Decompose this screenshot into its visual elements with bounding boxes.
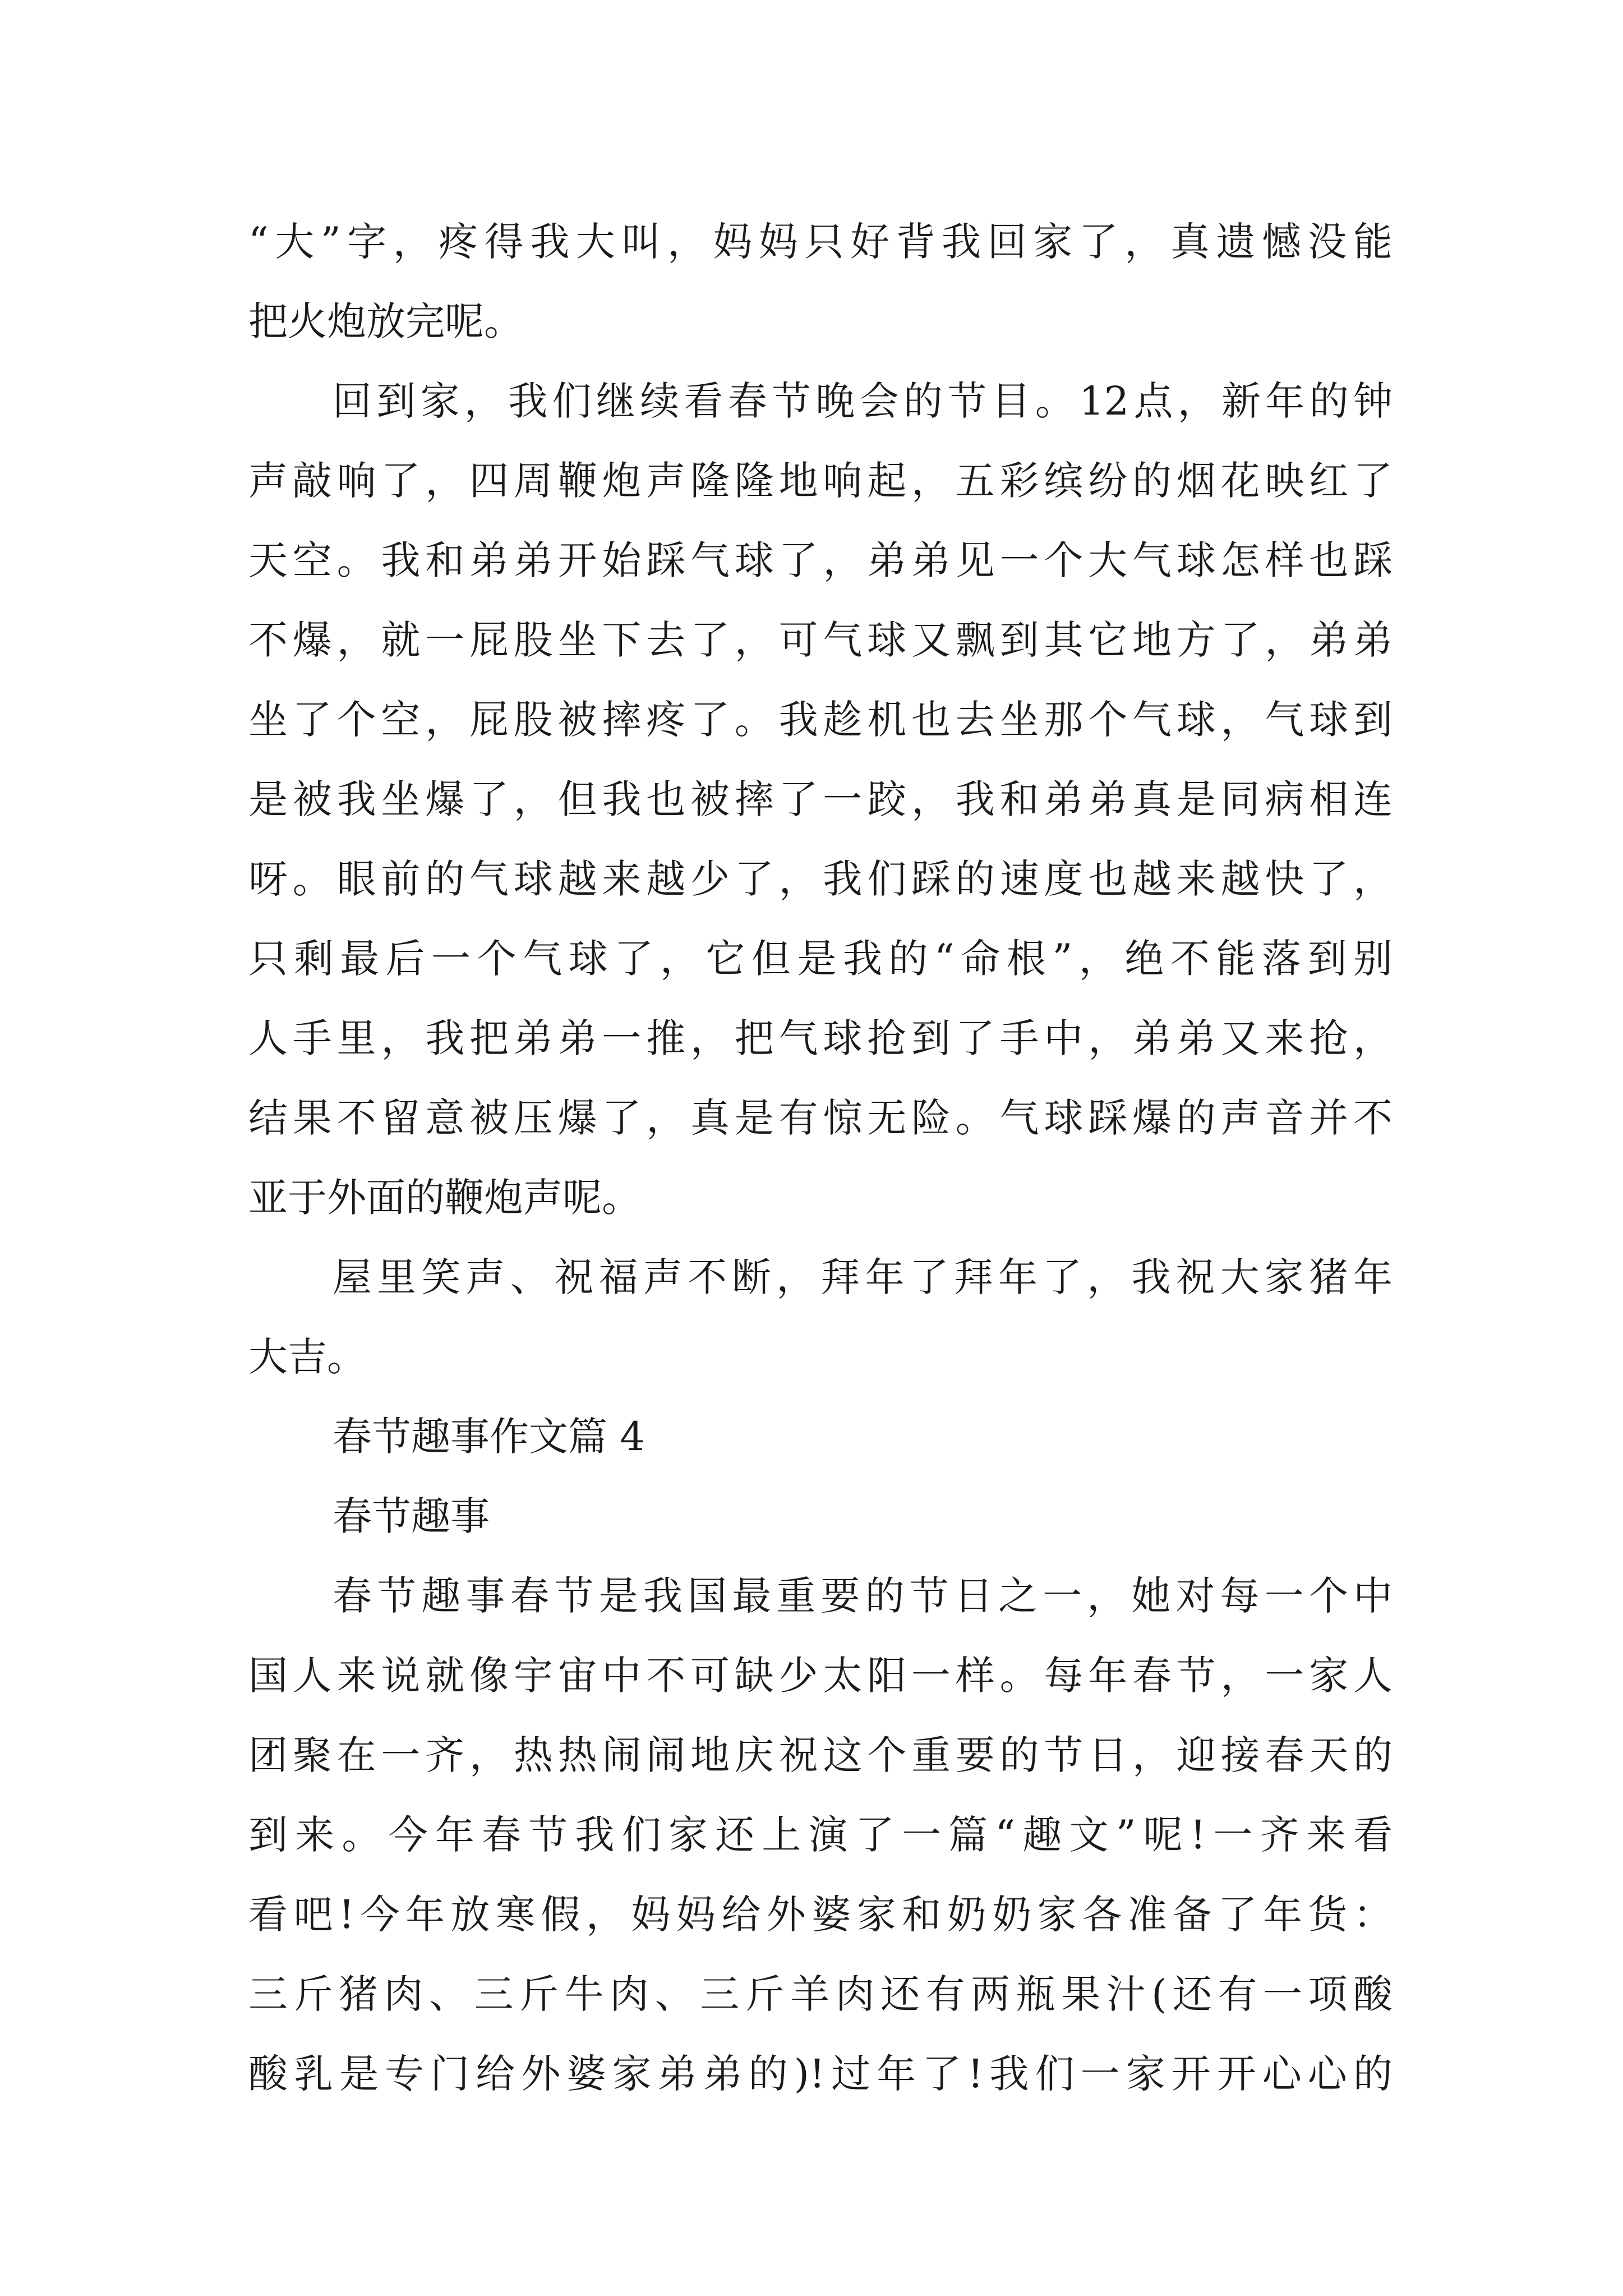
text-line: 春节趣事作文篇 4	[333, 1414, 645, 1460]
text-line: 把火炮放完呢。	[248, 298, 523, 344]
text-line: 只剩最后一个气球了，它但是我的“命根”，绝不能落到别	[248, 936, 1393, 982]
text-line: 大吉。	[248, 1334, 366, 1380]
text-line: “大”字，疼得我大叫，妈妈只好背我回家了，真遗憾没能	[248, 219, 1393, 265]
text-line: 春节趣事春节是我国最重要的节日之一，她对每一个中	[333, 1573, 1393, 1619]
text-line: 看吧!今年放寒假，妈妈给外婆家和奶奶家各准备了年货：	[248, 1892, 1393, 1938]
text-line: 结果不留意被压爆了，真是有惊无险。气球踩爆的声音并不	[248, 1095, 1393, 1141]
text-line: 到来。今年春节我们家还上演了一篇“趣文”呢!一齐来看	[248, 1812, 1393, 1858]
text-line: 呀。眼前的气球越来越少了，我们踩的速度也越来越快了，	[248, 856, 1393, 902]
text-line: 亚于外面的鞭炮声呢。	[248, 1175, 641, 1221]
text-line: 回到家，我们继续看春节晚会的节目。12点，新年的钟	[333, 378, 1393, 424]
text-line: 天空。我和弟弟开始踩气球了，弟弟见一个大气球怎样也踩	[248, 537, 1393, 583]
text-line: 坐了个空，屁股被摔疼了。我趁机也去坐那个气球，气球到	[248, 697, 1393, 743]
text-line: 不爆，就一屁股坐下去了，可气球又飘到其它地方了，弟弟	[248, 617, 1393, 663]
text-line: 国人来说就像宇宙中不可缺少太阳一样。每年春节，一家人	[248, 1653, 1393, 1699]
text-line: 声敲响了，四周鞭炮声隆隆地响起，五彩缤纷的烟花映红了	[248, 458, 1393, 504]
document-body	[248, 202, 1393, 2114]
text-line: 春节趣事	[333, 1493, 490, 1539]
text-line: 三斤猪肉、三斤牛肉、三斤羊肉还有两瓶果汁(还有一项酸	[248, 1971, 1393, 2017]
text-line: 人手里，我把弟弟一推，把气球抢到了手中，弟弟又来抢，	[248, 1015, 1393, 1061]
text-line: 团聚在一齐，热热闹闹地庆祝这个重要的节日，迎接春天的	[248, 1732, 1393, 1778]
text-line: 酸乳是专门给外婆家弟弟的)!过年了!我们一家开开心心的	[248, 2051, 1393, 2097]
text-line: 屋里笑声、祝福声不断，拜年了拜年了，我祝大家猪年	[333, 1254, 1393, 1300]
text-line: 是被我坐爆了，但我也被摔了一跤，我和弟弟真是同病相连	[248, 776, 1393, 822]
